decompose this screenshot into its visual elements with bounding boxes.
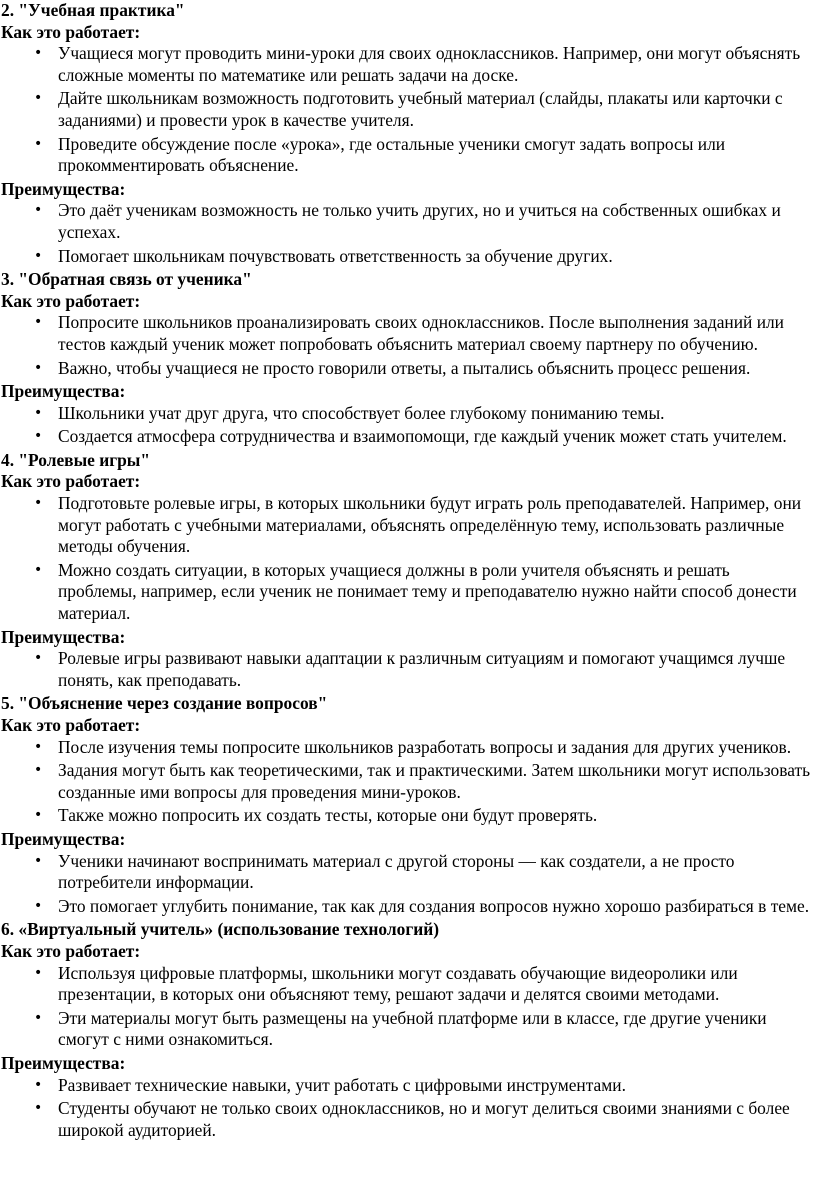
advantages-list — [0, 648, 816, 691]
list-item: • Помогает школьникам почувствовать ответственность за обучение других. — [58, 246, 816, 268]
section-title: 6. «Виртуальный учитель» (использование технологий) — [1, 919, 440, 940]
section-6 — [0, 919, 816, 1141]
list-item: • Также можно попросить их создать тесты, которые они будут проверять. — [58, 805, 816, 827]
section-title: 5. "Объяснение через создание вопросов" — [1, 693, 328, 714]
section-2 — [0, 0, 816, 267]
list-item: • Задания могут быть как теоретическими, так и практическими. Затем школьники могут использовать созданные ими вопросы для проведения мини-уроков. — [58, 760, 816, 803]
how-it-works-label: Как это работает: — [1, 715, 141, 735]
how-it-works-list — [0, 43, 816, 177]
list-item: • Важно, чтобы учащиеся не просто говорили ответы, а пытались объяснить процесс решения. — [58, 358, 816, 380]
list-item: • Развивает технические навыки, учит работать с цифровыми инструментами. — [58, 1075, 816, 1097]
list-item: • Студенты обучают не только своих одноклассников, но и могут делиться своими знаниями с более широкой аудиторией. — [58, 1098, 816, 1141]
section-title: 4. "Ролевые игры" — [1, 449, 151, 470]
advantages-label: Преимущества: — [1, 626, 126, 647]
advantages-label: Преимущества: — [1, 178, 126, 199]
advantages-label: Преимущества: — [1, 828, 126, 849]
advantages-list — [0, 403, 816, 448]
list-item: • Дайте школьникам возможность подготовить учебный материал (слайды, плакаты или карточки с заданиями) и провести урок в качестве учителя. — [58, 88, 816, 131]
how-it-works-label: Как это работает: — [1, 290, 141, 311]
list-item: • После изучения темы попросите школьников разработать вопросы и задания для других учеников. — [58, 737, 816, 759]
section-5 — [0, 693, 816, 917]
list-item: • Можно создать ситуации, в которых учащиеся должны в роли учителя объяснять и решать проблемы, например, если ученик не понимает тему и преподавателю нужно найти способ донести материал. — [58, 560, 816, 625]
how-it-works-list — [0, 963, 816, 1051]
how-it-works-list — [0, 312, 816, 379]
list-item: • Ученики начинают воспринимать материал с другой стороны — как создатели, а не просто потребители информации. — [58, 851, 816, 894]
how-it-works-label: Как это работает: — [1, 21, 141, 42]
section-4 — [0, 450, 816, 692]
advantages-list — [0, 1075, 816, 1142]
advantages-list — [0, 200, 816, 267]
section-3 — [0, 269, 816, 448]
list-item: • Используя цифровые платформы, школьники могут создавать обучающие видеоролики или презентации, в которых они объясняют тему, решают задачи и делятся своими методами. — [58, 963, 816, 1006]
list-item: • Подготовьте ролевые игры, в которых школьники будут играть роль преподавателей. Например, они могут работать с учебными материалами, объяснять определённую тему, использовать различные методы обучения. — [58, 493, 816, 558]
advantages-label: Преимущества: — [1, 1052, 126, 1073]
list-item: • Ролевые игры развивают навыки адаптации к различным ситуациям и помогают учащимся лучше понять, как преподавать. — [58, 648, 816, 691]
section-title: 3. "Обратная связь от ученика" — [1, 269, 252, 290]
how-it-works-list — [0, 493, 816, 625]
list-item: • Школьники учат друг друга, что способствует более глубокому пониманию темы. — [58, 403, 816, 425]
section-title: 2. "Учебная практика" — [1, 0, 185, 20]
how-it-works-label: Как это работает: — [1, 471, 141, 492]
list-item: • Это даёт ученикам возможность не только учить других, но и учиться на собственных ошибках и успехах. — [58, 200, 816, 243]
how-it-works-list — [0, 737, 816, 827]
list-item: • Учащиеся могут проводить мини-уроки для своих одноклассников. Например, они могут объяснять сложные моменты по математике или решать задачи на доске. — [58, 43, 816, 86]
how-it-works-label: Как это работает: — [1, 940, 141, 961]
advantages-list — [0, 851, 816, 918]
list-item: • Попросите школьников проанализировать своих одноклассников. После выполнения заданий или тестов каждый ученик может попробовать объяснить материал своему партнеру по обучению. — [58, 312, 816, 355]
advantages-label: Преимущества: — [1, 381, 126, 402]
list-item: • Создается атмосфера сотрудничества и взаимопомощи, где каждый ученик может стать учителем. — [58, 426, 816, 448]
list-item: • Эти материалы могут быть размещены на учебной платформе или в классе, где другие ученики смогут с ними ознакомиться. — [58, 1008, 816, 1051]
list-item: • Это помогает углубить понимание, так как для создания вопросов нужно хорошо разбираться в теме. — [58, 896, 816, 918]
list-item: • Проведите обсуждение после «урока», где остальные ученики смогут задать вопросы или прокомментировать объяснение. — [58, 134, 816, 177]
